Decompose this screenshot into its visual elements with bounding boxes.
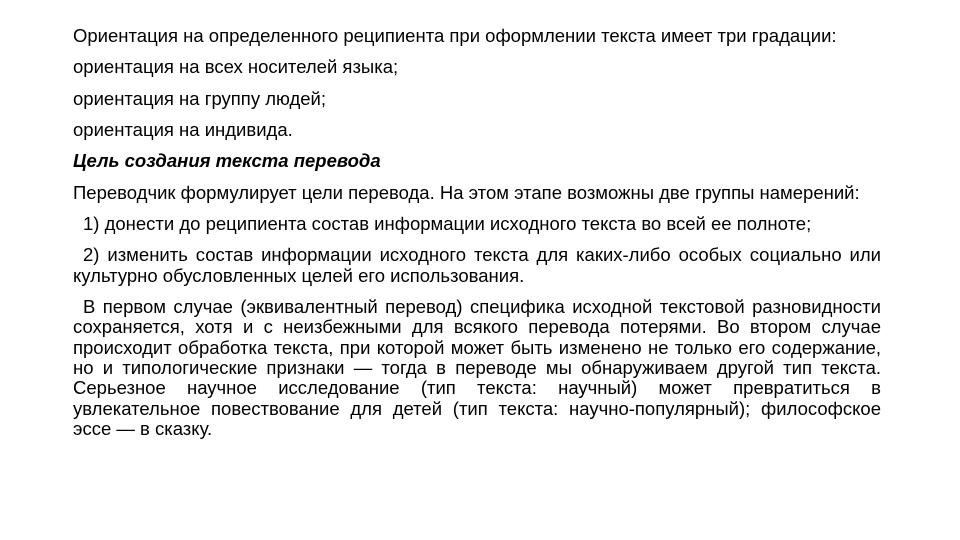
paragraph-gradations-intro: Ориентация на определенного реципиента при оформлении текста имеет три градации:	[73, 25, 837, 46]
paragraph-group: ориентация на группу людей;	[73, 87, 327, 109]
paragraph-individual: ориентация на индивида.	[73, 119, 293, 141]
paragraph-all-speakers: ориентация на всех носителей языка;	[73, 56, 399, 78]
paragraph-translator-goals: Переводчик формулирует цели перевода. На этом этапе возможны две группы намерений:	[73, 181, 860, 203]
paragraph-goal-two: 2) изменить состав информации исходного текста для каких-либо особых социально или культурно обусловленных целей его использования.	[73, 244, 881, 286]
paragraph-cases-explanation: В первом случае (эквивалентный перевод) специфика исходной текстовой разновидности сохраняется, хотя и с неизбежными для всякого перевода потерями. Во втором случае происходит обработка текста, при которой может быть изменено не только его содержание, но и типологические признаки — тогда в переводе мы обнаруживаем другой тип текста. Серьезное научное исследование (тип текста: научный) может превратиться в увлекательное повествование для детей (тип текста: научно-популярный); философское эссе — в сказку.	[73, 296, 881, 440]
slide-text-body	[73, 26, 881, 440]
paragraph-goal-one: 1) донести до реципиента состав информации исходного текста во всей ее полноте;	[83, 213, 812, 235]
section-heading: Цель создания текста перевода	[73, 150, 381, 172]
